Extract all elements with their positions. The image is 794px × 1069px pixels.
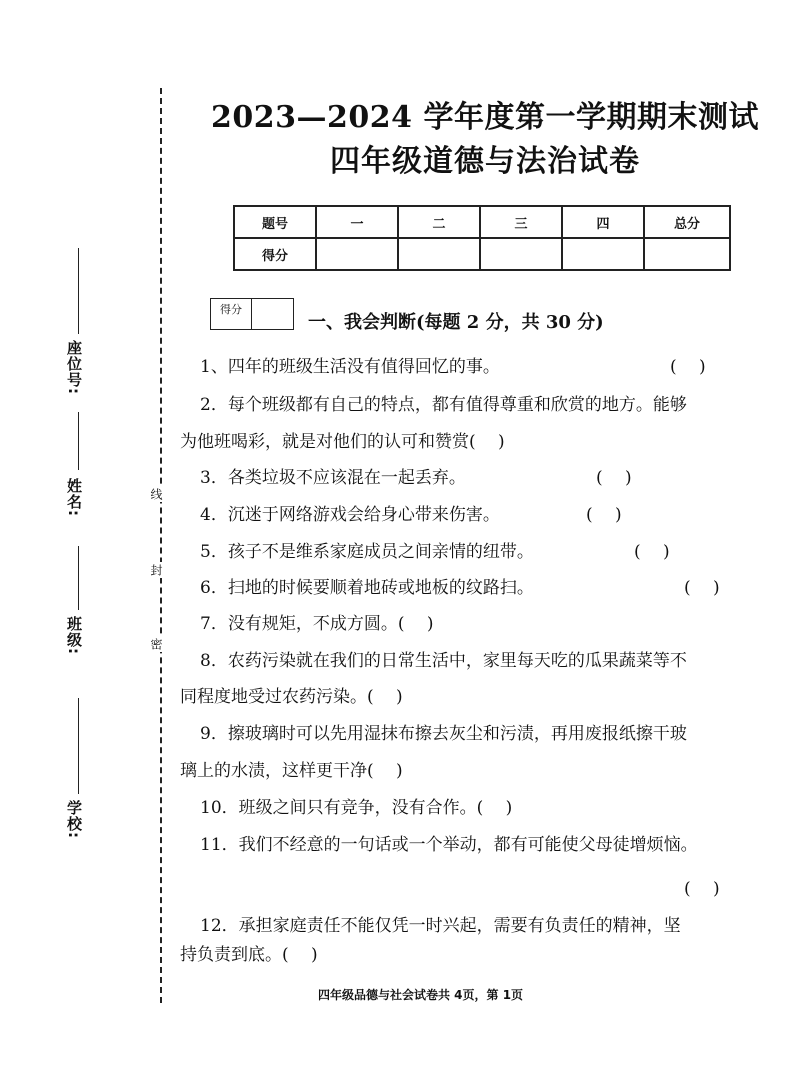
question-4: 4．沉迷于网络游戏会给身心带来伤害。 <box>200 505 500 525</box>
seal-seal-char: 封 <box>149 564 163 576</box>
answer-paren-11[interactable]: ( ) <box>684 879 720 899</box>
binding-margin <box>0 0 180 1069</box>
question-12-line-1: 12．承担家庭责任不能仅凭一时兴起，需要有负责任的精神，坚 <box>200 916 681 936</box>
answer-paren-5[interactable]: ( ) <box>634 542 670 562</box>
question-12-line-2: 持负责到底。( ) <box>180 945 318 965</box>
score-cell[interactable] <box>644 238 730 270</box>
exam-subtitle: 四年级道德与法治试卷 <box>330 144 640 179</box>
question-7: 7．没有规矩，不成方圆。( ) <box>200 614 434 634</box>
question-8-line-1: 8．农药污染就在我们的日常生活中，家里每天吃的瓜果蔬菜等不 <box>200 651 687 671</box>
question-2-line-2: 为他班喝彩，就是对他们的认可和赞赏( ) <box>180 432 505 452</box>
exam-title: 2023—2024 学年度第一学期期末测试 <box>211 100 759 135</box>
score-row-label: 得分 <box>234 238 316 270</box>
score-cell[interactable] <box>480 238 562 270</box>
score-header-cell: 题号 <box>234 206 316 238</box>
question-9-line-2: 璃上的水渍，这样更干净( ) <box>180 761 403 781</box>
score-cell[interactable] <box>398 238 480 270</box>
answer-paren-3[interactable]: ( ) <box>596 468 632 488</box>
answer-paren-1[interactable]: ( ) <box>670 357 706 377</box>
page-footer: 四年级品德与社会试卷共 4页，第 1页 <box>318 988 524 1002</box>
question-10: 10．班级之间只有竞争，没有合作。( ) <box>200 798 513 818</box>
score-cell[interactable] <box>562 238 644 270</box>
answer-paren-4[interactable]: ( ) <box>586 505 622 525</box>
section-score-label: 得分 <box>211 299 252 329</box>
class-line <box>78 546 79 610</box>
seat-line <box>78 248 79 334</box>
question-5: 5．孩子不是维系家庭成员之间亲情的纽带。 <box>200 542 534 562</box>
score-header-cell: 二 <box>398 206 480 238</box>
school-line <box>78 698 79 794</box>
seat-label: 座位号: <box>65 340 83 395</box>
class-label: 班级: <box>65 616 83 655</box>
score-table-header-row <box>234 206 730 238</box>
question-11: 11．我们不经意的一句话或一个举动，都有可能使父母徒增烦恼。 <box>200 835 698 855</box>
seal-close-char: 密 <box>149 638 163 650</box>
question-2-line-1: 2．每个班级都有自己的特点，都有值得尊重和欣赏的地方。能够 <box>200 395 687 415</box>
name-label: 姓名: <box>65 478 83 517</box>
question-1: 1、四年的班级生活没有值得回忆的事。 <box>200 357 500 377</box>
score-table <box>233 205 731 271</box>
score-cell[interactable] <box>316 238 398 270</box>
section-title: 一、我会判断(每题 2 分，共 30 分) <box>308 312 604 333</box>
section-score-box <box>210 298 294 330</box>
question-9-line-1: 9．擦玻璃时可以先用湿抹布擦去灰尘和污渍，再用废报纸擦干玻 <box>200 724 687 744</box>
score-table-score-row <box>234 238 730 270</box>
score-header-cell: 四 <box>562 206 644 238</box>
question-3: 3．各类垃圾不应该混在一起丢弃。 <box>200 468 466 488</box>
question-8-line-2: 同程度地受过农药污染。( ) <box>180 687 403 707</box>
seal-dashed-line <box>160 88 162 1003</box>
question-6: 6．扫地的时候要顺着地砖或地板的纹路扫。 <box>200 578 534 598</box>
score-header-cell: 三 <box>480 206 562 238</box>
school-label: 学校: <box>65 800 83 839</box>
name-line <box>78 412 79 470</box>
seal-line-char: 线 <box>149 488 163 500</box>
answer-paren-6[interactable]: ( ) <box>684 578 720 598</box>
score-header-cell: 总分 <box>644 206 730 238</box>
score-header-cell: 一 <box>316 206 398 238</box>
